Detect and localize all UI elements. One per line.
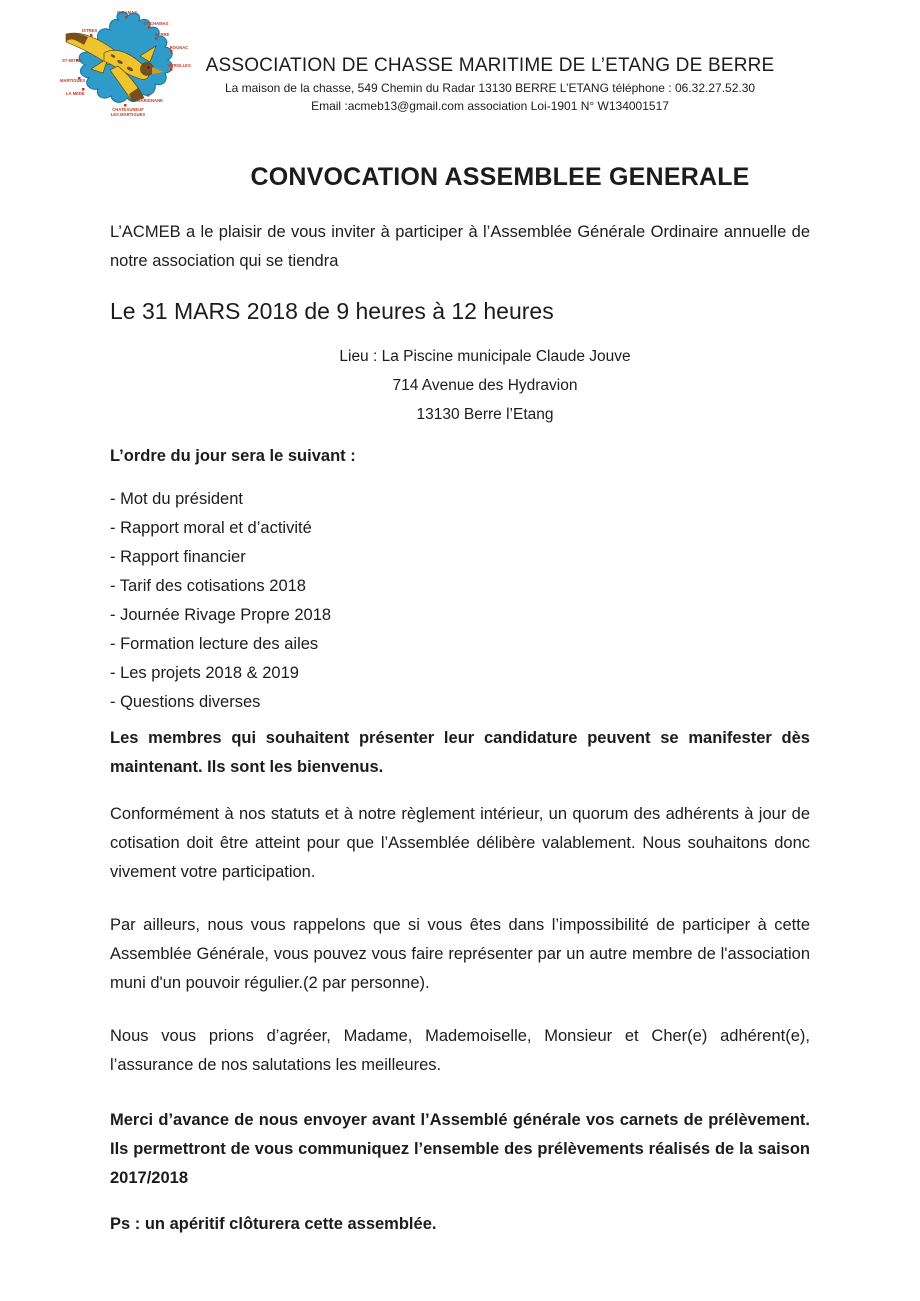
carnets-paragraph: Merci d’avance de nous envoyer avant l’Assemblé générale vos carnets de prélèvement. Ils permettront de vous communiquez l’ensemble des prélèvements réalisés de la saison 2017/2018 xyxy=(110,1111,810,1187)
letterhead-text xyxy=(170,6,810,114)
town-label: ST MITRE xyxy=(62,58,82,63)
letterhead xyxy=(0,0,920,128)
town-label: VITROLLES xyxy=(167,63,191,68)
town-label: LA MEDE xyxy=(66,91,85,96)
agenda-item: - Formation lecture des ailes xyxy=(110,635,319,653)
organization-name: ASSOCIATION DE CHASSE MARITIME DE L’ETANG DE BERRE xyxy=(205,55,775,76)
town-label: MARTIGUES xyxy=(60,78,86,83)
email-registration-line: Email :acmeb13@gmail.com association Loi-1901 N° W134001517 xyxy=(311,99,669,113)
candidacy-note: Les membres qui souhaitent présenter leur candidature peuvent se manifester dès maintenant. Ils sont les bienvenus. xyxy=(110,729,810,776)
agenda-item: - Journée Rivage Propre 2018 xyxy=(110,606,332,624)
town-label: ST CHAMAS xyxy=(143,21,169,26)
association-logo xyxy=(58,6,195,120)
town-label: CHATEAUNEUF xyxy=(112,107,144,112)
agenda-item: - Les projets 2018 & 2019 xyxy=(110,664,299,682)
proxy-paragraph: Par ailleurs, nous vous rappelons que si vous êtes dans l’impossibilité de participer à cette Assemblée Générale, vous pouvez vous faire représenter par un autre membre de l'association muni d'un pouvoir régulier.(2 par personne). xyxy=(110,916,810,992)
agenda-heading: L’ordre du jour sera le suivant : xyxy=(110,447,356,465)
venue-line: Lieu : La Piscine municipale Claude Jouve xyxy=(339,348,631,365)
town-label: MIRAMAS xyxy=(116,10,138,15)
closing-paragraph: Nous vous prions d’agréer, Madame, Mademoiselle, Monsieur et Cher(e) adhérent(e), l’assurance de nos salutations les meilleures. xyxy=(110,1027,810,1074)
agenda-item: - Rapport moral et d’activité xyxy=(110,519,312,537)
intro-paragraph: L’ACMEB a le plaisir de vous inviter à participer à l’Assemblée Générale Ordinaire annuelle de notre association qui se tiendra xyxy=(110,223,810,270)
agenda-list xyxy=(110,485,810,717)
venue-line: 13130 Berre l’Etang xyxy=(416,406,554,423)
agenda-item: - Tarif des cotisations 2018 xyxy=(110,577,306,595)
agenda-item: - Mot du président xyxy=(110,490,243,508)
town-label: LES MARTIGUES xyxy=(110,112,146,117)
date-heading: Le 31 MARS 2018 de 9 heures à 12 heures xyxy=(110,298,554,324)
document-title: CONVOCATION ASSEMBLEE GENERALE xyxy=(250,163,750,191)
letter-body xyxy=(110,218,810,1239)
venue-block xyxy=(160,342,810,429)
quorum-paragraph: Conformément à nos statuts et à notre règlement intérieur, un quorum des adhérents à jour de cotisation doit être atteint pour que l’Assemblée délibère valablement. Nous souhaitons donc vivement votre participation. xyxy=(110,805,810,881)
agenda-item: - Rapport financier xyxy=(110,548,246,566)
town-label: MARIGNANE xyxy=(137,98,163,103)
town-label: ISTRES xyxy=(82,28,98,33)
address-line: La maison de la chasse, 549 Chemin du Radar 13130 BERRE L’ETANG téléphone : 06.32.27.52.30 xyxy=(224,81,756,95)
agenda-item: - Questions diverses xyxy=(110,693,261,711)
venue-line: 714 Avenue des Hydravion xyxy=(392,377,578,394)
ps-note: Ps : un apéritif clôturera cette assemblée. xyxy=(110,1214,437,1233)
town-label: ROGNAC xyxy=(169,45,189,50)
town-label: BERRE xyxy=(154,32,170,37)
